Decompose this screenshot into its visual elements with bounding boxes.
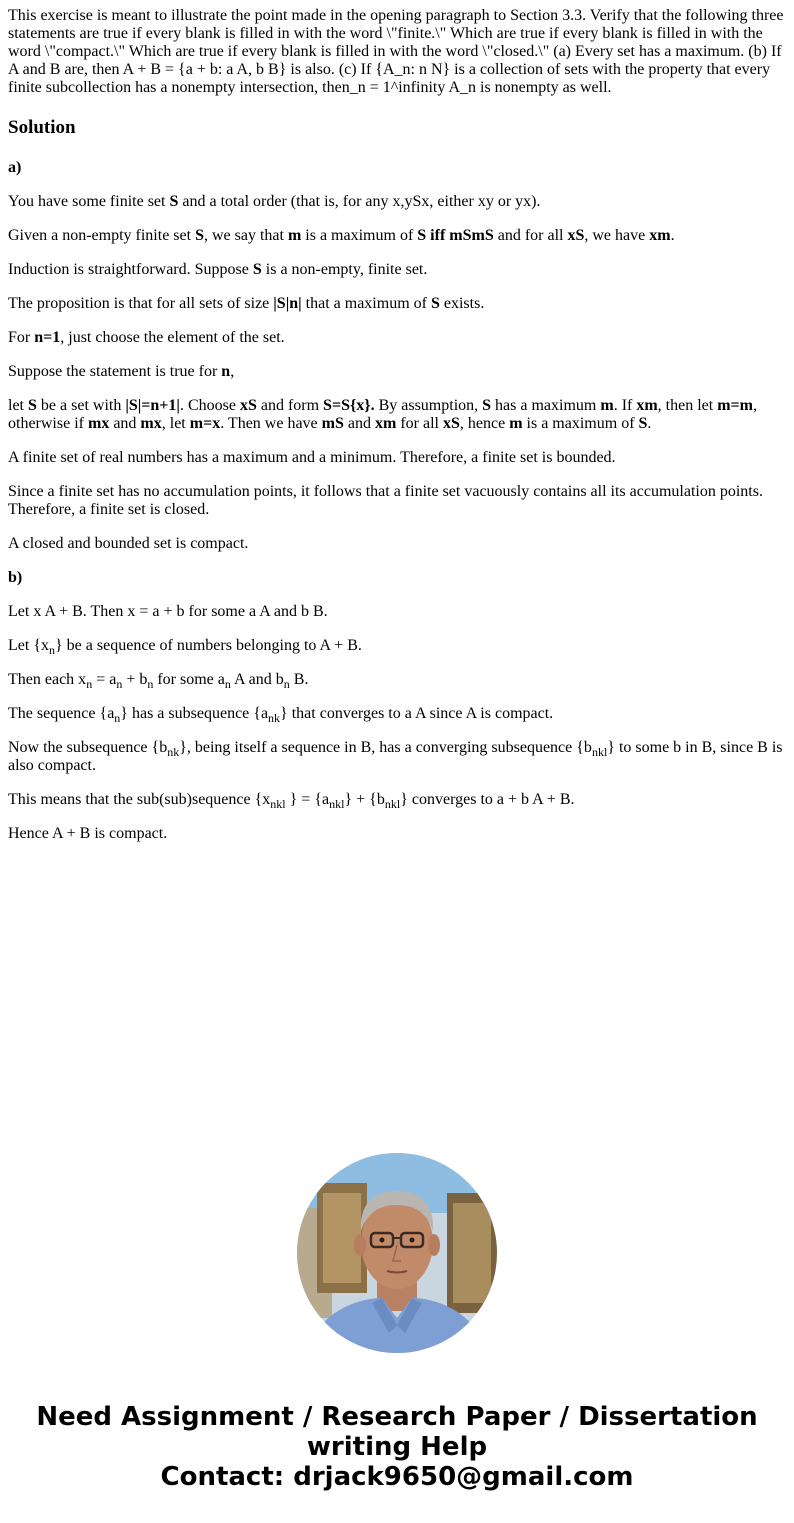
- paragraph-a10: A closed and bounded set is compact.: [8, 535, 249, 552]
- paragraph-b6: This means that the sub(sub)sequence {$x_{nkl}$ } = $\{a_{nkl}\} + \{b_{nkl}\}$ converges to a + b A + B.: [8, 791, 575, 811]
- paragraph-b1: Let x A + B. Then x = a + b for some a A and b B.: [8, 603, 328, 620]
- paragraph-a6: Suppose the statement is true for n,: [8, 363, 235, 380]
- paragraph-a9: Since a finite set has no accumulation points, it follows that a finite set vacuously contains all its accumulation points. Therefore, a finite set is closed.: [8, 483, 763, 518]
- paragraph-b7: Hence A + B is compact.: [8, 825, 168, 842]
- paragraph-a5: For n=1, just choose the element of the set.: [8, 329, 285, 346]
- paragraph-a7: let S be a set with |S|=n+1|. Choose xS and form S=S{x}. By assumption, S has a maximum m. If xm, then let m=m, otherwise if mx and mx, let m=x. Then we have mS and xm for all xS, hence m is a maximum of S.: [8, 397, 757, 432]
- paragraph-a8: A finite set of real numbers has a maximum and a minimum. Therefore, a finite set is bounded.: [8, 449, 616, 466]
- author-photo: [297, 1153, 497, 1353]
- paragraph-a2: Given a non-empty finite set S, we say that m is a maximum of S iff mSmS and for all xS, we have xm.: [8, 227, 675, 244]
- paragraph-b5: Now the subsequence $\{b_{nk}\}$, being itself a sequence in B, has a converging subsequence $\{b_{nkl}\}$ to some b in B, since B is also compact.: [8, 739, 783, 774]
- banner-line-1: Need Assignment / Research Paper / Dissertation: [36, 1402, 758, 1432]
- part-b-label: b): [8, 569, 23, 586]
- solution-heading: Solution: [8, 117, 76, 138]
- banner-line-3: Contact: drjack9650@gmail.com: [160, 1462, 634, 1492]
- contact-banner: [0, 1402, 794, 1492]
- banner-line-2: writing Help: [306, 1432, 488, 1462]
- paragraph-b2: Let $\{x_n\}$ be a sequence of numbers belonging to A + B.: [8, 637, 362, 657]
- paragraph-b4: The sequence $\{a_n\}$ has a subsequence $\{a_{nk}\}$ that converges to a A since A is compact.: [8, 705, 554, 725]
- paragraph-a1: You have some finite set S and a total order (that is, for any x,ySx, either xy or yx).: [8, 193, 541, 210]
- paragraph-a4: The proposition is that for all sets of size |S|n| that a maximum of S exists.: [8, 295, 485, 312]
- document-body: [8, 7, 787, 859]
- part-a-label: a): [8, 159, 22, 176]
- paragraph-b3: Then each $x_n = a_n + b_n$ for some $a_n$ A and $b_n$ B.: [8, 671, 309, 691]
- paragraph-a3: Induction is straightforward. Suppose S is a non-empty, finite set.: [8, 261, 428, 278]
- question-text: This exercise is meant to illustrate the point made in the opening paragraph to Section 3.3. Verify that the following three statements are true if every blank is filled in with the word \"finite.\" Which are true if every blank is filled in with the word \"compact.\" Which are true if every blank is filled in with the word \"closed.\" (a) Every set has a maximum. (b) If A and B are, then A + B = {a + b: a A, b B} is also. (c) If {A_n: n N} is a collection of sets with the property that every finite subcollection has a nonempty intersection, then_n = 1^infinity A_n is nonempty as well.: [8, 7, 784, 96]
